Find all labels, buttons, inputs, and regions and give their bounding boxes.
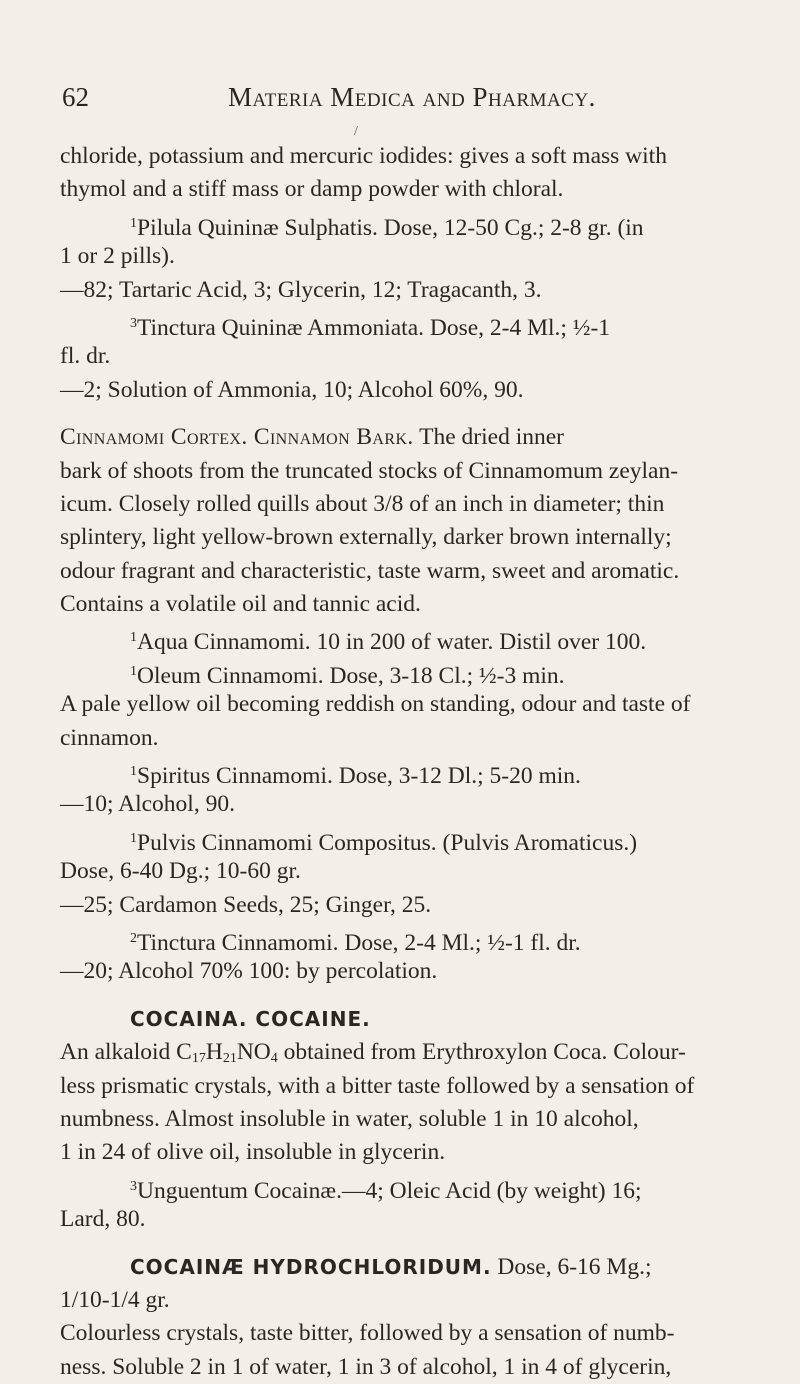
section-heading-cocainae-hydrochloridum: COCAINÆ HYDROCHLORIDUM. [130,1254,492,1279]
text-line-26 [60,1003,750,1036]
page-header [62,82,740,122]
text-line-28: less prismatic crystals, with a bitter taste followed by a sensation of [60,1072,695,1099]
text-line-12: splintery, light yellow-brown externally, darker brown internally; [60,524,672,551]
text-line-32: Lard, 80. [60,1206,146,1233]
text-line-23: —25; Cardamon Seeds, 25; Ginger, 25. [60,891,432,918]
text-line-25: —20; Alcohol 70% 100: by percolation. [60,958,438,985]
body-text [60,140,750,1384]
text-line-13: odour fragrant and characteristic, taste warm, sweet and aromatic. [60,557,680,584]
text-line-14: Contains a volatile oil and tannic acid. [60,591,421,618]
text-line-5: —82; Tartaric Acid, 3; Glycerin, 12; Tragacanth, 3. [60,276,542,303]
text-line-34: 1/10-1/4 gr. [60,1286,170,1313]
text-line-30: 1 in 24 of olive oil, insoluble in glycerin. [60,1139,446,1166]
text-line-15: $^1$Aqua Cinnamomi. 10 in 200 of water. Distil over 100. [130,629,647,656]
text-line-6: $^3$Tinctura Quininæ Ammoniata. Dose, 2-4 Ml.; ½-1 [130,314,611,341]
text-line-22: Dose, 6-40 Dg.; 10-60 gr. [60,858,301,885]
text-line-9: Cinnamomi Cortex. Cinnamon Bark. The dried inner [60,424,564,451]
text-line-8: —2; Solution of Ammonia, 10; Alcohol 60%, 90. [60,376,524,403]
text-line-19: $^1$Spiritus Cinnamomi. Dose, 3-12 Dl.; 5-20 min. [130,763,581,790]
text-line-29: numbness. Almost insoluble in water, soluble 1 in 10 alcohol, [60,1105,639,1132]
text-line-3: $^1$Pilula Quininæ Sulphatis. Dose, 12-50 Cg.; 2-8 gr. (in [130,214,644,241]
text-line-35: Colourless crystals, taste bitter, followed by a sensation of numb- [60,1320,675,1347]
text-line-7: fl. dr. [60,343,111,370]
text-line-10: bark of shoots from the truncated stocks of Cinnamomum zeylan- [60,457,679,484]
section-heading-cocaina: COCAINA. COCAINE. [130,1006,371,1031]
text-line-27: An alkaloid $C_{17}H_{21}NO_4$ obtained from Erythroxylon Coca. Colour- [60,1039,686,1067]
text-line-2: thymol and a stiff mass or damp powder with chloral. [60,176,564,203]
text-line-21: $^1$Pulvis Cinnamomi Compositus. (Pulvis Aromaticus.) [130,829,638,856]
text-line-31: $^3$Unguentum Cocainæ.—4; Oleic Acid (by weight) 16; [130,1177,642,1204]
text-line-17: A pale yellow oil becoming reddish on standing, odour and taste of [60,691,691,718]
text-line-18: cinnamon. [60,724,159,751]
running-title: Materia Medica and Pharmacy. [228,82,596,112]
text-line-36: ness. Soluble 2 in 1 of water, 1 in 3 of alcohol, 1 in 4 of glycerin, [60,1353,672,1380]
printer-mark: / [354,124,358,139]
section-heading-cinnamon: Cinnamomi Cortex. Cinnamon Bark. [60,424,414,451]
text-line-24: $^2$Tinctura Cinnamomi. Dose, 2-4 Ml.; ½-1 fl. dr. [130,929,581,956]
text-line-33: COCAINÆ HYDROCHLORIDUM. Dose, 6-16 Mg.; [130,1253,652,1280]
text-line-11: icum. Closely rolled quills about 3/8 of an inch in diameter; thin [60,490,665,517]
text-line-20: —10; Alcohol, 90. [60,791,235,818]
text-line-16: $^1$Oleum Cinnamomi. Dose, 3-18 Cl.; ½-3 min. [130,662,565,689]
text-line-4: 1 or 2 pills). [60,243,175,270]
page-number: 62 [62,82,89,112]
text-line-1: chloride, potassium and mercuric iodides: gives a soft mass with [60,143,667,169]
